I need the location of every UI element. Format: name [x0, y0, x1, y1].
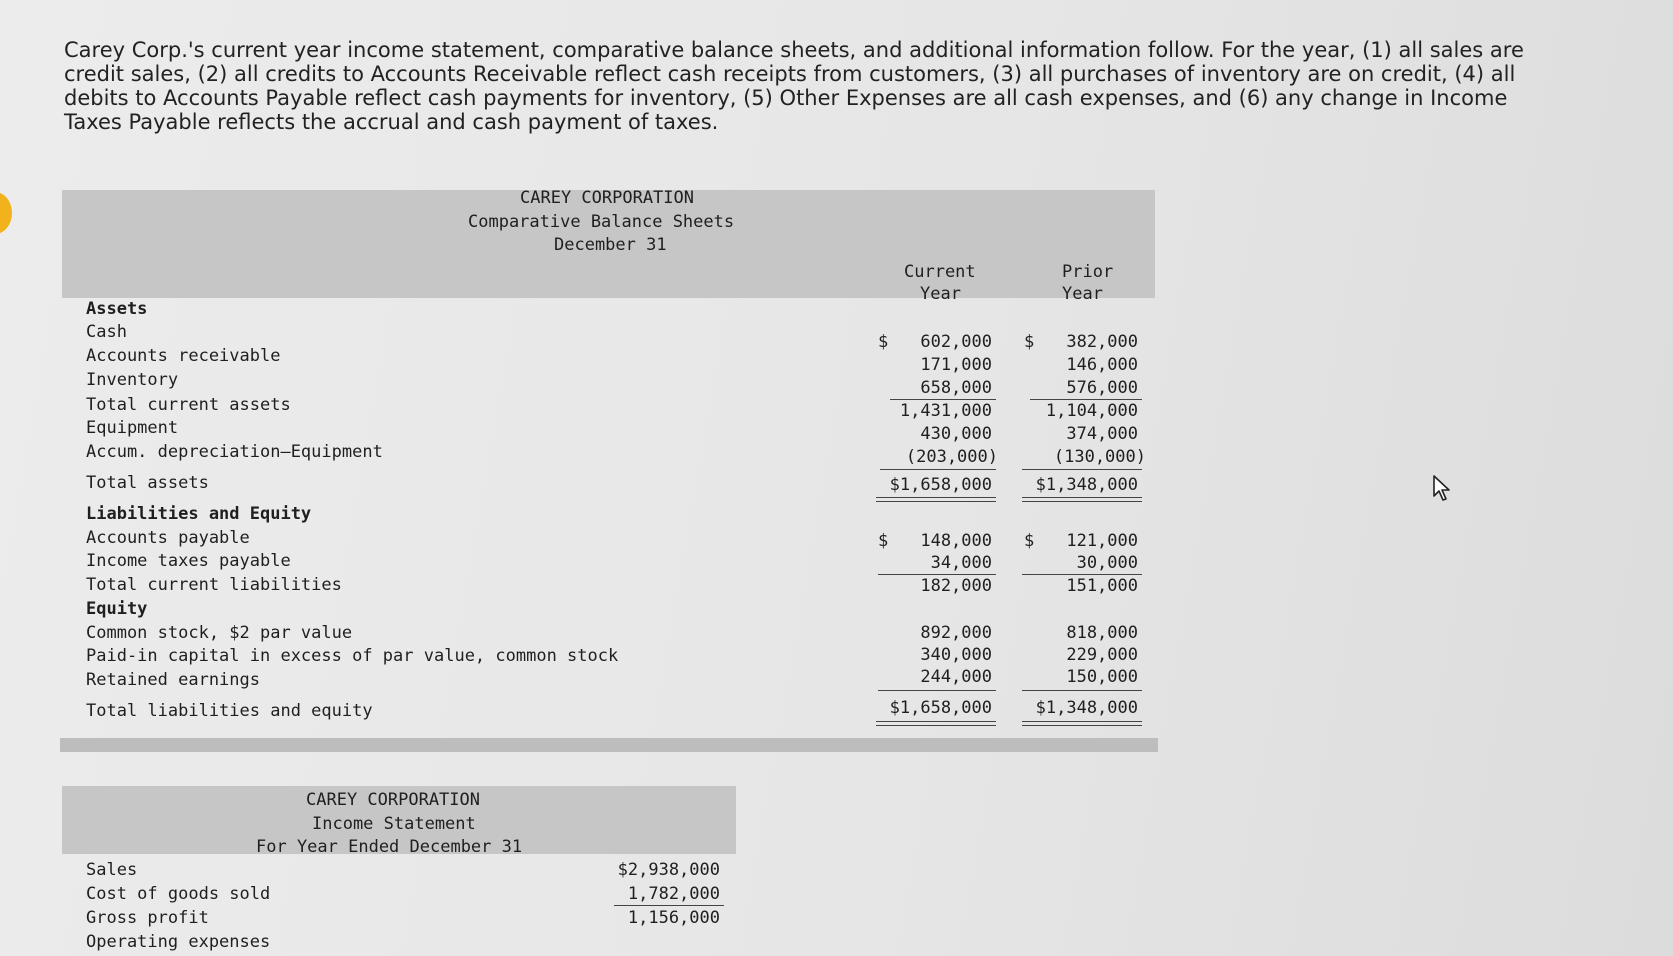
- is-gross-profit-value: 1,156,000: [627, 908, 720, 928]
- bs-inventory-current: 658,000: [920, 378, 992, 398]
- bs-cash-current: 602,000: [920, 332, 992, 352]
- bs-accum-dep-current: (203,000): [905, 447, 998, 467]
- bs-equipment-prior: 374,000: [1066, 424, 1138, 444]
- bs-total-le-current: $1,658,000: [889, 698, 992, 718]
- bs-label-tca: Total current assets: [86, 395, 291, 415]
- bs-company: CAREY CORPORATION: [520, 188, 694, 208]
- bs-retained-earnings-prior: 150,000: [1066, 667, 1138, 687]
- underline: [880, 469, 996, 470]
- bs-total-assets-current: $1,658,000: [889, 475, 992, 495]
- bs-label-tcl: Total current liabilities: [86, 575, 342, 595]
- bs-tcl-prior: 151,000: [1066, 576, 1138, 596]
- bs-tca-prior: 1,104,000: [1045, 401, 1138, 421]
- dollar-sign: $: [878, 531, 889, 551]
- bs-accum-dep-prior: (130,000): [1053, 447, 1146, 467]
- col-prior-line2: Year: [1062, 284, 1103, 304]
- underline: [1022, 469, 1142, 470]
- is-title: Income Statement: [312, 814, 476, 834]
- double-underline: [1022, 721, 1142, 726]
- underline: [878, 574, 996, 575]
- bs-label-total-le: Total liabilities and equity: [86, 701, 373, 721]
- is-cogs-value: 1,782,000: [627, 884, 720, 904]
- problem-description: Carey Corp.'s current year income statement, comparative balance sheets, and additional information follow. For the year, (1) all sales are credit sales, (2) all credits to Accounts Receivable reflect cash receipts from customers, (3) all purchases of inventory are on credit, (4) all debits to Accounts Payable reflect cash payments for inventory, (5) Other Expenses are all cash expenses, and (6) any change in Income Taxes Payable reflects the accrual and cash payment of taxes.: [64, 38, 1524, 134]
- col-current-line1: Current: [904, 262, 976, 282]
- question-marker: [0, 192, 12, 234]
- bs-label-retained-earnings: Retained earnings: [86, 670, 260, 690]
- bs-itp-current: 34,000: [930, 553, 992, 573]
- bs-apic-prior: 229,000: [1066, 645, 1138, 665]
- bs-label-total-assets: Total assets: [86, 473, 209, 493]
- bs-cash-prior: 382,000: [1066, 332, 1138, 352]
- is-label-cogs: Cost of goods sold: [86, 884, 271, 904]
- bs-tca-current: 1,431,000: [899, 401, 992, 421]
- underline: [878, 690, 996, 691]
- underline: [890, 399, 996, 400]
- underline: [614, 905, 724, 906]
- liabilities-heading: Liabilities and Equity: [86, 504, 312, 524]
- bs-label-ar: Accounts receivable: [86, 346, 281, 366]
- bs-label-inventory: Inventory: [86, 370, 179, 390]
- bs-ap-prior: 121,000: [1066, 531, 1138, 551]
- double-underline: [876, 721, 996, 726]
- bs-retained-earnings-current: 244,000: [920, 667, 992, 687]
- equity-heading: Equity: [86, 599, 148, 619]
- is-label-sales: Sales: [86, 860, 138, 880]
- double-underline: [1022, 497, 1142, 502]
- underline: [1022, 690, 1142, 691]
- double-underline: [876, 497, 996, 502]
- bs-label-cash: Cash: [86, 322, 127, 342]
- dollar-sign: $: [1024, 531, 1035, 551]
- bs-itp-prior: 30,000: [1076, 553, 1138, 573]
- is-label-operating-expenses: Operating expenses: [86, 932, 271, 952]
- is-period: For Year Ended December 31: [256, 837, 523, 857]
- bs-date: December 31: [554, 235, 667, 255]
- bs-label-apic: Paid-in capital in excess of par value, common stock: [86, 646, 619, 666]
- is-label-gross-profit: Gross profit: [86, 908, 209, 928]
- bs-apic-current: 340,000: [920, 645, 992, 665]
- dollar-sign: $: [878, 332, 889, 352]
- bs-common-stock-prior: 818,000: [1066, 623, 1138, 643]
- bs-label-ap: Accounts payable: [86, 528, 250, 548]
- bs-ar-prior: 146,000: [1066, 355, 1138, 375]
- bs-label-itp: Income taxes payable: [86, 551, 291, 571]
- bs-inventory-prior: 576,000: [1066, 378, 1138, 398]
- bs-tcl-current: 182,000: [920, 576, 992, 596]
- bs-equipment-current: 430,000: [920, 424, 992, 444]
- underline: [1030, 399, 1142, 400]
- section-divider: [60, 738, 1158, 752]
- dollar-sign: $: [1024, 332, 1035, 352]
- assets-heading: Assets: [86, 299, 148, 319]
- col-prior-line1: Prior: [1062, 262, 1114, 282]
- bs-title: Comparative Balance Sheets: [468, 212, 735, 232]
- bs-common-stock-current: 892,000: [920, 623, 992, 643]
- bs-ap-current: 148,000: [920, 531, 992, 551]
- underline: [1022, 574, 1142, 575]
- bs-total-assets-prior: $1,348,000: [1035, 475, 1138, 495]
- is-company: CAREY CORPORATION: [306, 790, 480, 810]
- col-current-line2: Year: [920, 284, 961, 304]
- bs-ar-current: 171,000: [920, 355, 992, 375]
- mouse-cursor-icon: [1432, 474, 1454, 502]
- bs-total-le-prior: $1,348,000: [1035, 698, 1138, 718]
- bs-label-accum-dep: Accum. depreciation—Equipment: [86, 442, 383, 462]
- is-sales-value: $2,938,000: [617, 860, 720, 880]
- bs-label-common-stock: Common stock, $2 par value: [86, 623, 353, 643]
- bs-label-equipment: Equipment: [86, 418, 179, 438]
